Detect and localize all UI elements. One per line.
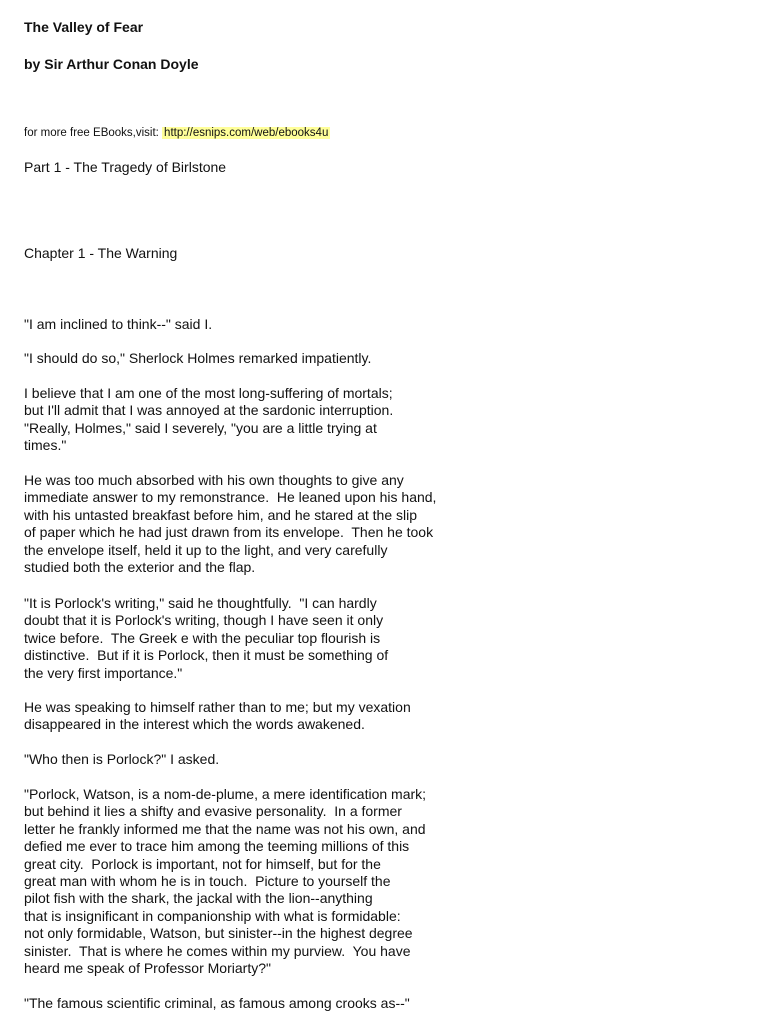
book-author: by Sir Arthur Conan Doyle bbox=[24, 56, 199, 72]
paragraph-1: "I am inclined to think--" said I. bbox=[24, 316, 213, 332]
paragraph-5: "It is Porlock's writing," said he thoughtfully. "I can hardly doubt that it is Porlock's writing, though I have seen it only twice before. The Greek e with the peculiar top flourish is distinctive. But if it is Porlock, then it must be something of the very first importance." bbox=[24, 595, 389, 681]
paragraph-4: He was too much absorbed with his own thoughts to give any immediate answer to my remonstrance. He leaned upon his hand, with his untasted breakfast before him, and he stared at the slip of paper which he had just drawn from its envelope. Then he took the envelope itself, held it up to the light, and very carefully studied both the exterior and the flap. bbox=[24, 472, 437, 576]
paragraph-8: "Porlock, Watson, is a nom-de-plume, a mere identification mark; but behind it lies a shifty and evasive personality. In a former letter he frankly informed me that the name was not his own, and defied me ever to trace him among the teeming millions of this great city. Porlock is important, not for himself, but for the great man with whom he is in touch. Picture to yourself the pilot fish with the shark, the jackal with the lion--anything that is insignificant in companionship with what is formidable: not only formidable, Watson, but sinister--in the highest degree sinister. That is where he comes within my purview. You have heard me speak of Professor Moriarty?" bbox=[24, 786, 427, 977]
book-title: The Valley of Fear bbox=[24, 19, 144, 35]
paragraph-2: "I should do so," Sherlock Holmes remarked impatiently. bbox=[24, 350, 372, 366]
part-heading: Part 1 - The Tragedy of Birlstone bbox=[24, 159, 227, 175]
paragraph-9: "The famous scientific criminal, as famous among crooks as--" bbox=[24, 995, 410, 1011]
promo-text: for more free EBooks,visit: bbox=[24, 127, 163, 139]
promo-link[interactable]: http://esnips.com/web/ebooks4u bbox=[164, 127, 329, 139]
paragraph-3: I believe that I am one of the most long-suffering of mortals; but I'll admit that I was annoyed at the sardonic interruption. "Really, Holmes," said I severely, "you are a little trying at times." bbox=[24, 385, 394, 454]
promo-line bbox=[24, 126, 330, 140]
paragraph-7: "Who then is Porlock?" I asked. bbox=[24, 751, 220, 767]
chapter-heading: Chapter 1 - The Warning bbox=[24, 245, 178, 261]
paragraph-6: He was speaking to himself rather than to me; but my vexation disappeared in the interest which the words awakened. bbox=[24, 699, 411, 733]
